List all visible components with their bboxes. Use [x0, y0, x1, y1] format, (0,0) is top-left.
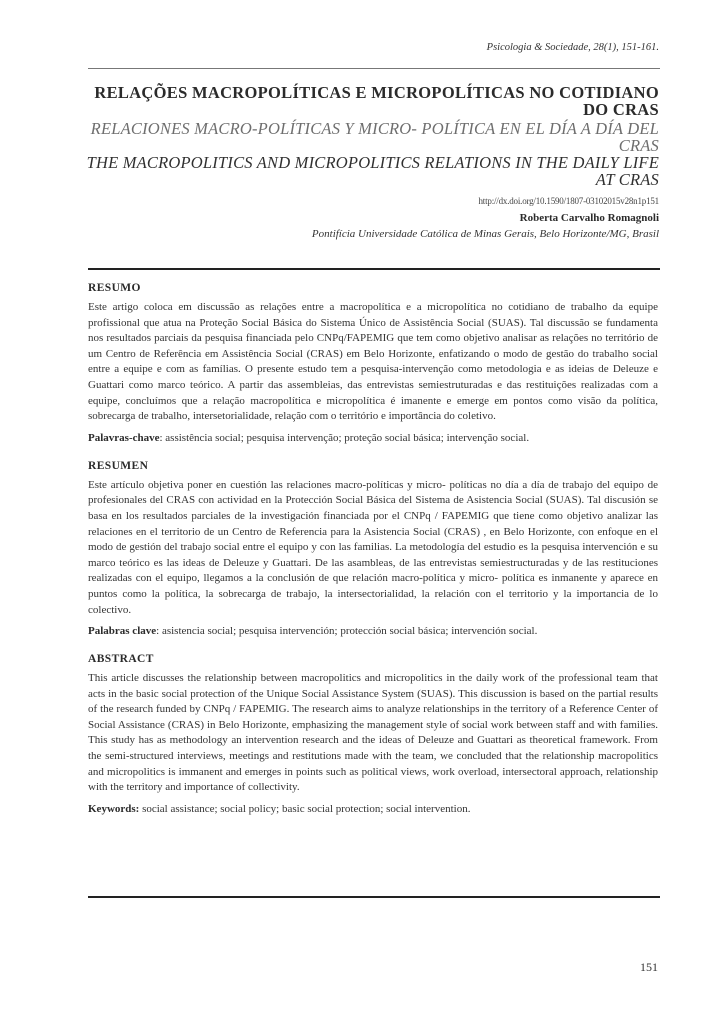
section-rule — [88, 268, 660, 270]
page-number: 151 — [640, 960, 658, 974]
footer-rule — [88, 896, 660, 898]
abstract-heading: ABSTRACT — [88, 653, 154, 666]
resumo-keywords-label: Palavras-chave — [88, 431, 160, 444]
abstracts-body — [88, 282, 658, 831]
resumen-keywords-text: : asistencia social; pesquisa intervención; protección social básica; intervención social. — [156, 625, 538, 638]
resumo-keywords-text: : assistência social; pesquisa intervenção; proteção social básica; intervenção social. — [159, 431, 530, 444]
resumo-text: Este artigo coloca em discussão as relações entre a macropolítica e a micropolítica no cotidiano de trabalho da equipe profissional que atua na Proteção Social Básica do Sistema Único de Assistência Social (SUAS). Tal discussão se fundamenta nos resultados parciais da pesquisa financiada pelo CNPq/FAPEMIG que tem como objetivo analisar as relações no território de um Centro de Referência em Assistência Social (CRAS) em Belo Horizonte, enfatizando o modo de gestão do trabalho social entre a equipe e com as famílias. O presente estudo tem a pesquisa-intervenção como metodologia e as ideias de Deleuze e Guattari como marco teórico. A partir das assembleias, das entrevistas semiestruturadas e das restituições realizadas com a equipe, concluímos que a relação macropolítica e micropolítica é imanente e emerge em pontos como visão da política, sobrecarga de trabalho, intersetorialidade, relação com o território e importância do coletivo. — [88, 301, 658, 423]
title-spanish: RELACIONES MACRO-POLÍTICAS Y MICRO- POLÍTICA EN EL DÍA A DÍA DEL CRAS — [90, 119, 659, 155]
resumen-heading: RESUMEN — [88, 459, 149, 472]
resumen-section — [88, 460, 658, 639]
author-name: Roberta Carvalho Romagnoli — [519, 212, 659, 224]
resumo-keywords — [88, 431, 658, 446]
title-english: THE MACROPOLITICS AND MICROPOLITICS RELATIONS IN THE DAILY LIFE AT CRAS — [86, 153, 659, 189]
author-affiliation: Pontifícia Universidade Católica de Minas Gerais, Belo Horizonte/MG, Brasil — [311, 228, 659, 240]
abstract-keywords-label: Keywords: — [88, 802, 140, 815]
abstract-keywords-text: social assistance; social policy; basic social protection; social intervention. — [139, 802, 471, 815]
doi-link[interactable]: http://dx.doi.org/10.1590/1807-03102015v28n1p151 — [478, 196, 659, 206]
running-head: Psicologia & Sociedade, 28(1), 151-161. — [486, 42, 659, 53]
resumo-heading: RESUMO — [88, 282, 141, 294]
abstract-section — [88, 653, 658, 817]
resumen-keywords-label: Palabras clave — [88, 625, 157, 638]
top-rule — [88, 68, 660, 69]
abstract-text: This article discusses the relationship between macropolitics and micropolitics in the daily work of the professional team that acts in the basic social protection of the Unique Social Assistance System (SUAS). This discussion is based on the partial results of the research funded by CNPq / FAPEMIG. The research aims to analyze relationships in the territory of a Reference Center of Social Assistance (CRAS) in Belo Horizonte, emphasizing the management style of social work between staff and with families. This study has as methodology an intervention research and the ideas of Deleuze and Guattari as theoretical framework. From the semi-structured interviews, meetings and restitutions made with the team, we concluded that the relationship macropolitics and micropolitics is immanent and emerges in points such as political views, work overload, intersectoral approach, relationship with the territory and importance of collectivity. — [88, 672, 658, 794]
abstract-keywords — [88, 802, 658, 817]
title-block — [70, 84, 659, 240]
resumo-section — [88, 282, 658, 446]
resumen-text: Este artículo objetiva poner en cuestión las relaciones macro-políticas y micro- políticas no día a día de trabajo del equipo de profesionales del CRAS con actividad en la Protección Social Básica del Sistema de Asistencia Social (SUAS). Tal discusión se basa en los resultados parciales de la investigación financiada por el CNPq / FAPEMIG que tiene como objetivo analizar las relaciones en el territorio de un Centro de Referencia para la Asistencia Social (CRAS) , en Belo Horizonte, con enfoque en el modo de gestión del trabajo social entre el equipo y con las familias. La metodología del estudio es la pesquisa intervención e su marco teórico es las ideas de Deleuze y Guattari. De las asambleas, de las entrevistas semiestructuradas y de las restituciones realizadas con el equipo, llegamos a la conclusión de que relación macro-política y micro- política es inmanente y aparece en puntos como la política, la sobrecarga de trabajo, la intersectorialidad, la relación con el territorio y la importancia de lo colectivo. — [88, 478, 658, 616]
resumen-keywords — [88, 624, 658, 639]
title-portuguese: RELAÇÕES MACROPOLÍTICAS E MICROPOLÍTICAS NO COTIDIANO DO CRAS — [94, 83, 659, 119]
